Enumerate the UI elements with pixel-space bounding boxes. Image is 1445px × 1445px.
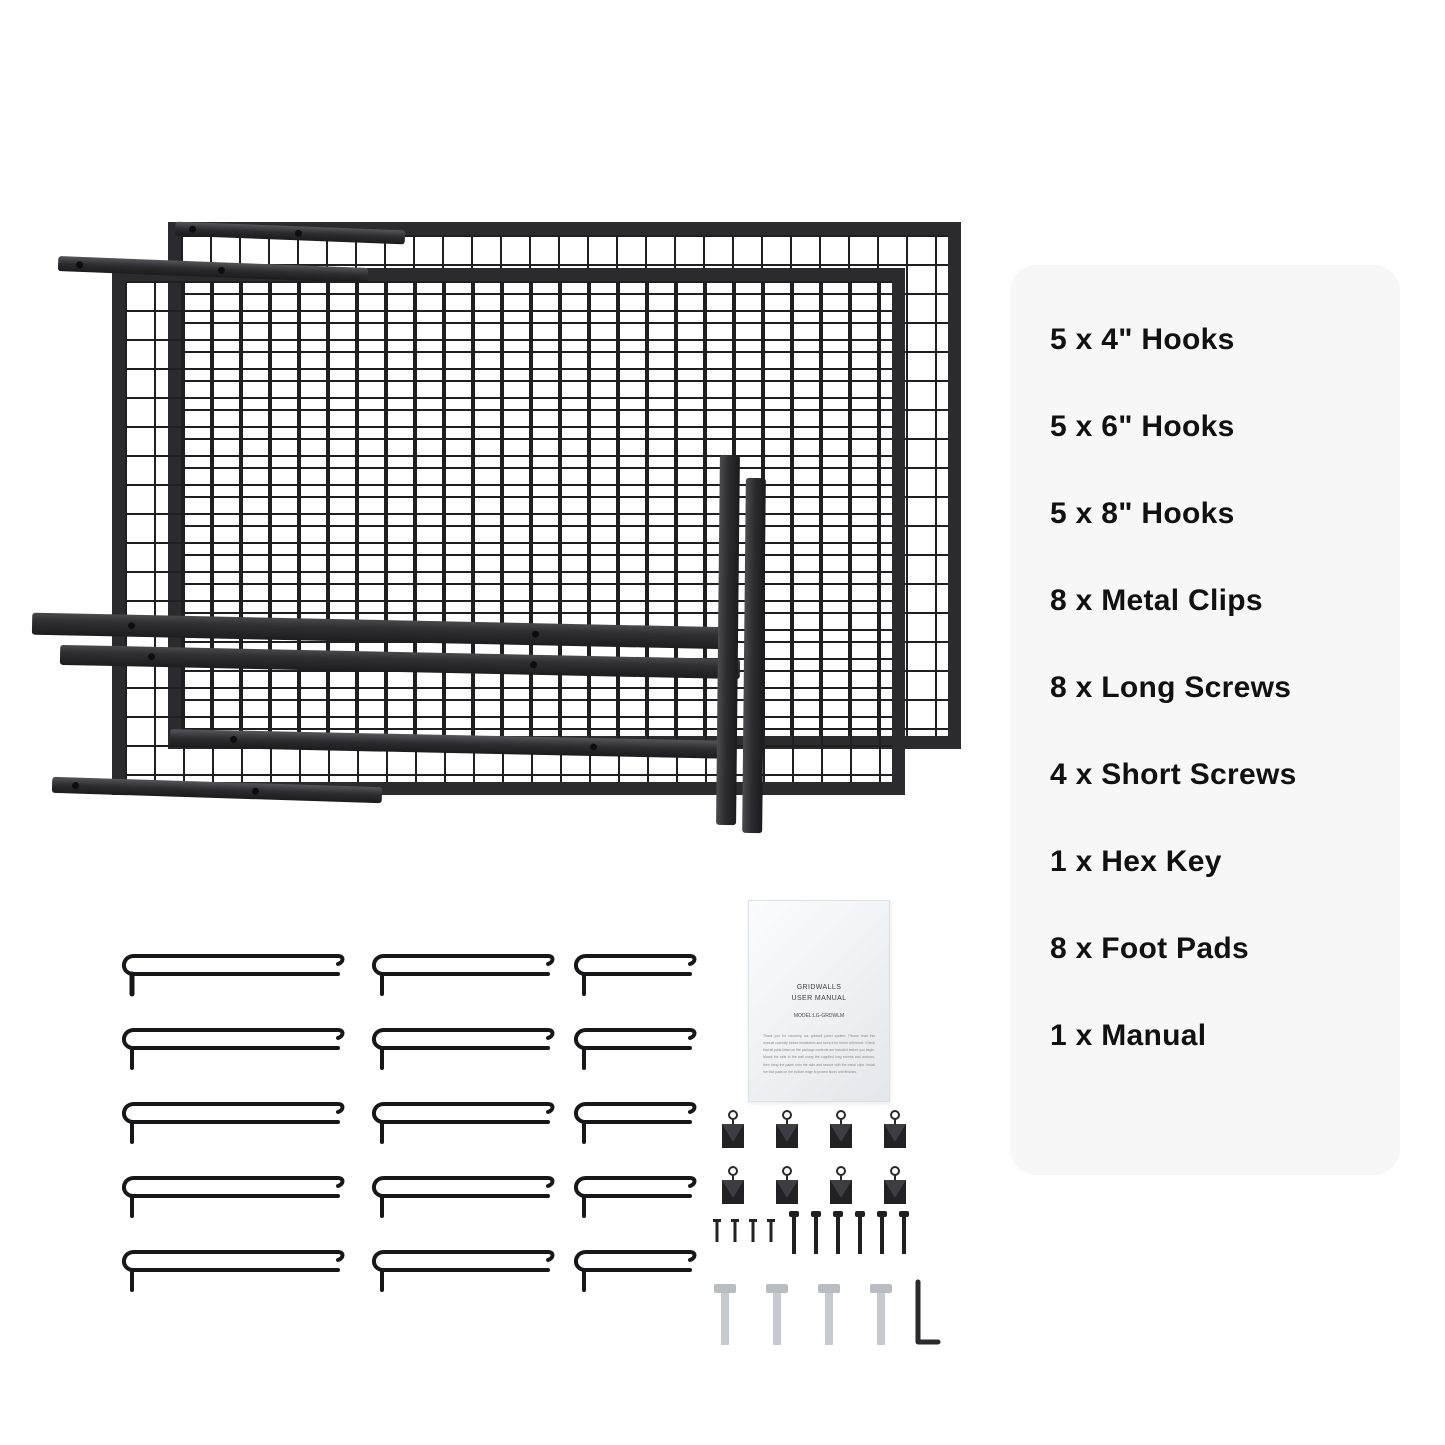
hook-4in-2 <box>568 1012 698 1074</box>
gridwall-frame-front <box>112 268 905 795</box>
hook-6in-1 <box>366 938 556 1000</box>
hook-4in-5 <box>568 1234 698 1296</box>
long-screw-5 <box>874 1210 890 1261</box>
mounting-rail-vertical-2 <box>742 478 766 833</box>
metal-clip-3 <box>824 1110 858 1157</box>
hex-key-icon <box>912 1278 946 1361</box>
metal-clip-7 <box>824 1166 858 1213</box>
silver-bolt-2 <box>762 1282 792 1353</box>
hook-6in-5 <box>366 1234 556 1296</box>
metal-clip-1 <box>716 1110 750 1157</box>
short-screw-3 <box>746 1218 760 1249</box>
user-manual-booklet <box>748 900 890 1102</box>
long-screw-1 <box>786 1210 802 1261</box>
silver-bolt-3 <box>814 1282 844 1353</box>
hook-8in-2 <box>116 1012 346 1074</box>
short-screw-1 <box>710 1218 724 1249</box>
long-screw-4 <box>852 1210 868 1261</box>
contents-item-hex-key: 1 x Hex Key <box>1050 845 1222 878</box>
hook-4in-4 <box>568 1160 698 1222</box>
contents-item-foot-pads: 8 x Foot Pads <box>1050 932 1249 965</box>
manual-body-text: Thank you for choosing our gridwall panel system. Please read this manual carefully before installation and keep it for future reference. Check that all parts listed on the package contents are included before you begin. Mount the rails to the wall using the supplied long screws and anchors, then hang the panel onto the rails and secure with the metal clips. Install the foot pads on the bottom edge to protect floors and finishes. <box>763 1034 875 1074</box>
contents-item-hooks-8in: 5 x 8" Hooks <box>1050 497 1235 530</box>
contents-item-hooks-6in: 5 x 6" Hooks <box>1050 410 1235 443</box>
contents-item-long-screws: 8 x Long Screws <box>1050 671 1292 704</box>
hook-4in-1 <box>568 938 698 1000</box>
hook-6in-2 <box>366 1012 556 1074</box>
short-screw-4 <box>764 1218 778 1249</box>
hook-8in-4 <box>116 1160 346 1222</box>
mounting-rail-vertical-1 <box>716 455 740 825</box>
metal-clip-8 <box>878 1166 912 1213</box>
hook-4in-3 <box>568 1086 698 1148</box>
package-contents-list <box>1050 325 1400 1051</box>
hardware-group <box>700 1110 950 1350</box>
hook-8in-3 <box>116 1086 346 1148</box>
contents-item-manual: 1 x Manual <box>1050 1019 1207 1052</box>
long-screw-3 <box>830 1210 846 1261</box>
contents-item-hooks-4in: 5 x 4" Hooks <box>1050 323 1235 356</box>
contents-item-short-screws: 4 x Short Screws <box>1050 758 1297 791</box>
short-screw-2 <box>728 1218 742 1249</box>
gridwall-panel-front <box>112 268 905 795</box>
silver-bolt-4 <box>866 1282 896 1353</box>
long-screw-2 <box>808 1210 824 1261</box>
hook-6in-4 <box>366 1160 556 1222</box>
metal-clip-2 <box>770 1110 804 1157</box>
hook-8in-1 <box>116 938 346 1000</box>
silver-bolt-1 <box>710 1282 740 1353</box>
metal-clip-5 <box>716 1166 750 1213</box>
metal-clip-4 <box>878 1110 912 1157</box>
contents-item-metal-clips: 8 x Metal Clips <box>1050 584 1263 617</box>
hook-8in-5 <box>116 1234 346 1296</box>
hook-6in-3 <box>366 1086 556 1148</box>
manual-model-number: MODEL:LG-GRDWLM <box>793 1013 845 1019</box>
long-screw-6 <box>896 1210 912 1261</box>
manual-title: GRIDWALLS USER MANUAL <box>791 984 847 1002</box>
package-contents-panel <box>1010 265 1400 1175</box>
hooks-group <box>108 930 718 1310</box>
metal-clip-6 <box>770 1166 804 1213</box>
page-title <box>0 21 1 22</box>
